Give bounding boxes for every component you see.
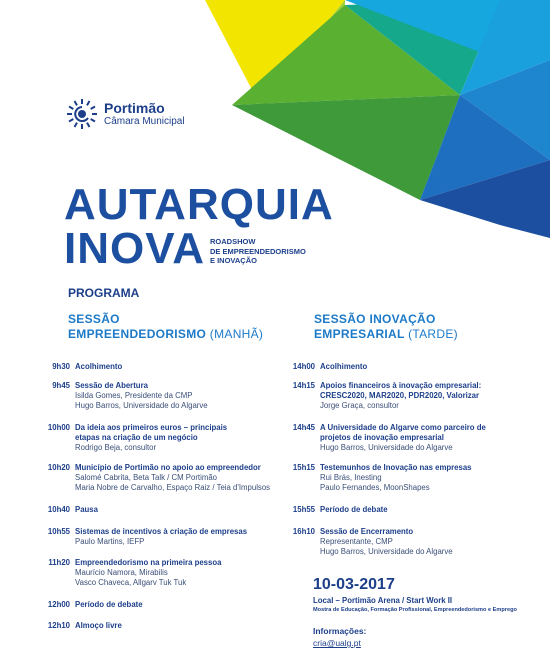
agenda-speaker: Hugo Barros, Universidade do Algarve bbox=[320, 443, 453, 452]
agenda-time: 9h45 bbox=[52, 381, 70, 390]
agenda-title: Acolhimento bbox=[320, 362, 368, 371]
agenda-speaker: Rui Brás, Inesting bbox=[320, 473, 382, 482]
left-session-line-1: SESSÃO bbox=[68, 312, 120, 326]
left-session-part: (MANHÃ) bbox=[209, 327, 264, 341]
agenda-title: Apoios financeiros à inovação empresarial: bbox=[320, 381, 482, 390]
agenda-item bbox=[287, 362, 367, 372]
agenda-title: Período de debate bbox=[320, 505, 388, 514]
agenda-item bbox=[42, 527, 247, 547]
agenda-speaker: Paulo Martins, IEFP bbox=[75, 537, 145, 546]
left-session-line-2: EMPREENDEDORISMO bbox=[68, 327, 207, 341]
agenda-item bbox=[42, 423, 227, 453]
agenda-item bbox=[42, 362, 122, 372]
agenda-time: 10h00 bbox=[47, 423, 70, 432]
agenda-title: Pausa bbox=[75, 505, 98, 514]
agenda-speaker: Representante, CMP bbox=[320, 537, 393, 546]
event-location: Local – Portimão Arena / Start Work II bbox=[313, 596, 453, 605]
event-date: 10-03-2017 bbox=[313, 576, 395, 593]
agenda-item bbox=[287, 423, 486, 453]
info-email-link[interactable]: cria@ualg.pt bbox=[313, 638, 361, 648]
agenda-text bbox=[320, 527, 453, 557]
agenda-text bbox=[75, 423, 227, 453]
agenda-speaker: Isilda Gomes, Presidente da CMP bbox=[75, 391, 193, 400]
title-line-1: AUTARQUIA bbox=[64, 180, 334, 229]
afternoon-agenda bbox=[287, 0, 547, 659]
right-session-part: (TARDE) bbox=[408, 327, 458, 341]
agenda-speaker: Paulo Fernandes, MoonShapes bbox=[320, 483, 430, 492]
agenda-time: 12h00 bbox=[47, 600, 70, 609]
right-session-line-2: EMPRESARIAL bbox=[314, 327, 405, 341]
agenda-item bbox=[287, 463, 472, 493]
agenda-speaker: Vasco Chaveca, Allgarv Tuk Tuk bbox=[75, 578, 187, 587]
agenda-text bbox=[320, 381, 481, 411]
agenda-time: 16h10 bbox=[292, 527, 315, 536]
agenda-title: A Universidade do Algarve como parceiro de bbox=[320, 423, 486, 432]
agenda-speaker: Rodrigo Beja, consultor bbox=[75, 443, 157, 452]
agenda-title: Empreendedorismo na primeira pessoa bbox=[75, 558, 222, 567]
agenda-time: 10h20 bbox=[47, 463, 70, 472]
roadshow-line-3: E INOVAÇÃO bbox=[210, 256, 257, 265]
agenda-text bbox=[75, 527, 247, 547]
agenda-time: 12h10 bbox=[47, 621, 70, 630]
agenda-title: projetos de inovação empresarial bbox=[320, 433, 444, 442]
agenda-title: Período de debate bbox=[75, 600, 143, 609]
agenda-text bbox=[75, 381, 208, 411]
roadshow-line-1: ROADSHOW bbox=[210, 237, 256, 246]
agenda-text bbox=[75, 463, 270, 493]
agenda-text bbox=[320, 362, 367, 372]
agenda-item bbox=[287, 527, 453, 557]
agenda-item bbox=[42, 463, 270, 493]
agenda-speaker: Hugo Barros, Universidade do Algarve bbox=[75, 401, 208, 410]
agenda-time: 15h55 bbox=[292, 505, 315, 514]
agenda-speaker: Jorge Graça, consultor bbox=[320, 401, 399, 410]
agenda-item bbox=[42, 558, 221, 588]
title-line-2: INOVA bbox=[64, 224, 206, 273]
agenda-time: 9h30 bbox=[52, 362, 70, 371]
event-mostra: Mostra de Educação, Formação Profissional, Empreendedorismo e Emprego bbox=[313, 607, 517, 613]
agenda-title: Sessão de Abertura bbox=[75, 381, 148, 390]
agenda-time: 10h40 bbox=[47, 505, 70, 514]
agenda-text bbox=[320, 423, 486, 453]
agenda-title: etapas na criação de um negócio bbox=[75, 433, 198, 442]
agenda-title: Sessão de Encerramento bbox=[320, 527, 414, 536]
programa-heading: PROGRAMA bbox=[68, 286, 140, 300]
agenda-time: 10h55 bbox=[47, 527, 70, 536]
agenda-item bbox=[287, 381, 481, 411]
agenda-speaker: Maria Nobre de Carvalho, Espaço Raiz / Teia d'Impulsos bbox=[75, 483, 271, 492]
agenda-time: 14h45 bbox=[292, 423, 315, 432]
agenda-speaker: Hugo Barros, Universidade do Algarve bbox=[320, 547, 453, 556]
agenda-time: 15h15 bbox=[292, 463, 315, 472]
agenda-item bbox=[42, 621, 122, 631]
agenda-text bbox=[75, 600, 143, 610]
agenda-text bbox=[75, 362, 122, 372]
agenda-text bbox=[75, 621, 122, 631]
agenda-item bbox=[42, 600, 143, 610]
agenda-title: CRESC2020, MAR2020, PDR2020, Valorizar bbox=[320, 391, 480, 400]
agenda-text bbox=[75, 505, 98, 515]
agenda-title: Sistemas de incentivos à criação de empresas bbox=[75, 527, 248, 536]
agenda-title: Município de Portimão no apoio ao empreendedor bbox=[75, 463, 261, 472]
agenda-title: Almoço livre bbox=[75, 621, 122, 630]
info-label: Informações: bbox=[313, 626, 367, 636]
right-session-line-1: SESSÃO INOVAÇÃO bbox=[314, 312, 436, 326]
morning-agenda bbox=[42, 0, 302, 659]
agenda-text bbox=[75, 558, 221, 588]
logo-name: Portimão bbox=[104, 99, 165, 116]
logo-subtitle: Câmara Municipal bbox=[104, 115, 185, 127]
agenda-title: Testemunhos de Inovação nas empresas bbox=[320, 463, 472, 472]
agenda-text bbox=[320, 463, 472, 493]
agenda-item bbox=[287, 505, 388, 515]
agenda-speaker: Salomé Cabrita, Beta Talk / CM Portimão bbox=[75, 473, 217, 482]
agenda-time: 14h15 bbox=[292, 381, 315, 390]
agenda-text bbox=[320, 505, 388, 515]
agenda-time: 14h00 bbox=[292, 362, 315, 371]
agenda-speaker: Maurício Namora, Mirabilis bbox=[75, 568, 168, 577]
agenda-time: 11h20 bbox=[48, 558, 70, 567]
agenda-item bbox=[42, 381, 208, 411]
agenda-title: Da ideia aos primeiros euros – principais bbox=[75, 423, 228, 432]
agenda-item bbox=[42, 505, 98, 515]
roadshow-line-2: DE EMPREENDEDORISMO bbox=[210, 246, 306, 256]
agenda-title: Acolhimento bbox=[75, 362, 123, 371]
